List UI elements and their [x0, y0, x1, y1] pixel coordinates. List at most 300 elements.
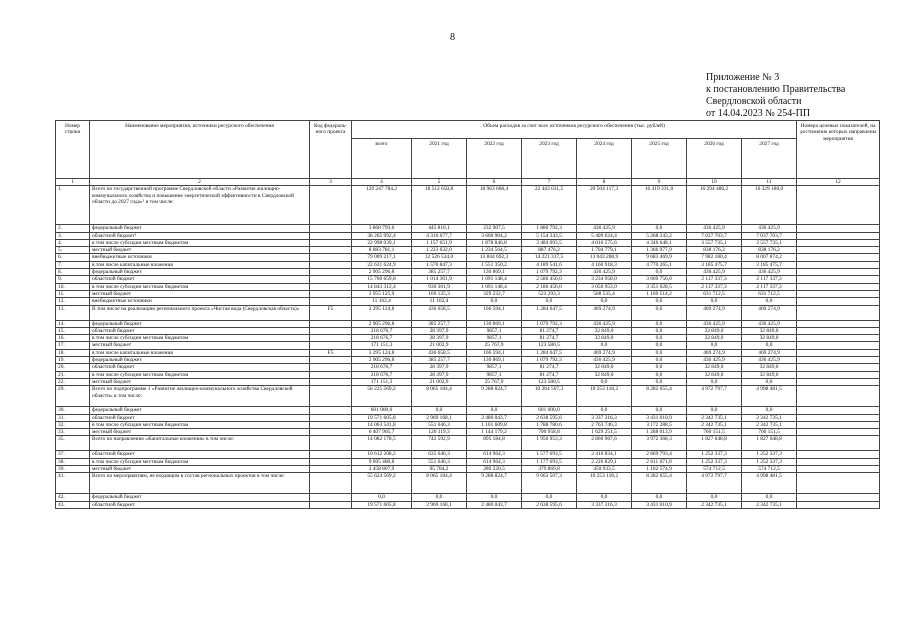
- table-row: [56, 349, 880, 356]
- value-2021: 95 784,2: [412, 466, 467, 473]
- table-row: [56, 261, 880, 268]
- value-2022: 614 964,3: [467, 458, 522, 465]
- row-name: федеральный бюджет: [90, 357, 310, 364]
- value-2024: 2 226 829,1: [577, 458, 632, 465]
- row-targets: [797, 327, 880, 334]
- value-2022: 232 907,5: [467, 225, 522, 232]
- row-number: 37.: [56, 451, 90, 458]
- value-2025: 3 351 028,5: [632, 283, 687, 290]
- table-row: [56, 225, 880, 232]
- column-number: 10: [687, 179, 742, 186]
- value-2026: 1 252 337,3: [687, 451, 742, 458]
- value-2024: 450 933,5: [577, 466, 632, 473]
- row-targets: [797, 407, 880, 414]
- appendix-line-1: Приложение № 3: [706, 72, 780, 83]
- row-fed-code: [310, 414, 352, 421]
- table-row: [56, 436, 880, 451]
- value-2023: 81 274,7: [522, 364, 577, 371]
- value-2026: 7 982 180,4: [687, 254, 742, 261]
- row-number: 6.: [56, 254, 90, 261]
- table-row: [56, 357, 880, 364]
- row-targets: [797, 378, 880, 385]
- row-fed-code: [310, 429, 352, 436]
- row-targets: [797, 371, 880, 378]
- row-number: 29.: [56, 386, 90, 407]
- value-2021: 2 969 168,1: [412, 414, 467, 421]
- row-fed-code: [310, 386, 352, 407]
- value-2023: 81 274,7: [522, 371, 577, 378]
- row-number: 9.: [56, 276, 90, 283]
- value-2022: 166 594,1: [467, 305, 522, 320]
- value-2026: 2 342 735,1: [687, 421, 742, 428]
- value-2027: 469 274,9: [742, 349, 797, 356]
- value-2021: 436 658,5: [412, 349, 467, 356]
- column-number: 4: [352, 179, 412, 186]
- row-number: 31.: [56, 414, 90, 421]
- header-2021: 2021 год: [412, 139, 467, 179]
- appendix-line-4: от 14.04.2023 № 254-ПП: [706, 108, 811, 119]
- value-2026: 436 425,9: [687, 320, 742, 327]
- row-name: внебюджетные источники: [90, 254, 310, 261]
- column-number: 2: [90, 179, 310, 186]
- row-number: 22.: [56, 378, 90, 385]
- header-fed-code: Код федераль-ного проекта: [310, 121, 352, 179]
- value-2024: 436 425,9: [577, 269, 632, 276]
- row-name: местный бюджет: [90, 247, 310, 254]
- value-2023: 1 788 780,6: [522, 421, 577, 428]
- value-total: 11 162,4: [352, 298, 412, 305]
- header-2027: 2027 год: [742, 139, 797, 179]
- row-name: местный бюджет: [90, 466, 310, 473]
- value-2022: 166 594,1: [467, 349, 522, 356]
- value-2021: 385 257,7: [412, 320, 467, 327]
- value-2022: 9857,1: [467, 335, 522, 342]
- value-2023: 2 638 595,6: [522, 414, 577, 421]
- row-targets: [797, 335, 880, 342]
- row-name: в том числе капитальные вложения: [90, 261, 310, 268]
- row-number: 12.: [56, 298, 90, 305]
- value-2023: 10 264 507,3: [522, 386, 577, 407]
- value-2027: 0,0: [742, 494, 797, 501]
- table-row: [56, 342, 880, 349]
- value-2026: 2 117 337,3: [687, 283, 742, 290]
- row-targets: [797, 239, 880, 246]
- row-fed-code: [310, 407, 352, 414]
- value-total: 3 295 124,8: [352, 349, 412, 356]
- row-targets: [797, 298, 880, 305]
- row-targets: [797, 357, 880, 364]
- row-name: в том числе субсидии местным бюджетам: [90, 335, 310, 342]
- row-fed-code: [310, 421, 352, 428]
- value-2025: 3 972 368,3: [632, 436, 687, 451]
- row-name: местный бюджет: [90, 290, 310, 297]
- value-2025: 0,0: [632, 305, 687, 320]
- value-2026: 436 425,9: [687, 269, 742, 276]
- row-targets: [797, 247, 880, 254]
- row-number: 8.: [56, 269, 90, 276]
- value-2026: 1 827 048,8: [687, 436, 742, 451]
- value-2022: 25 767,9: [467, 342, 522, 349]
- value-2027: 3 185 475,7: [742, 261, 797, 268]
- value-2022: 895 184,8: [467, 436, 522, 451]
- value-2022: 1 091 148,4: [467, 283, 522, 290]
- value-2023: 123 580,5: [522, 342, 577, 349]
- value-2021: 169 125,3: [412, 290, 467, 297]
- row-fed-code: F5: [310, 305, 352, 320]
- value-2021: 28 397,9: [412, 335, 467, 342]
- value-2021: 21 002,9: [412, 342, 467, 349]
- value-2024: 20 504 117,3: [577, 186, 632, 225]
- value-2026: 2 342 735,1: [687, 501, 742, 508]
- column-number: 12: [797, 179, 880, 186]
- header-2022: 2022 год: [467, 139, 522, 179]
- row-name: в том числе капитальные вложения: [90, 349, 310, 356]
- value-2027: 2 342 735,1: [742, 414, 797, 421]
- table-row: [56, 429, 880, 436]
- value-2025: 1 288 013,9: [632, 429, 687, 436]
- row-fed-code: [310, 269, 352, 276]
- value-2022: 9857,1: [467, 327, 522, 334]
- row-number: 32.: [56, 421, 90, 428]
- value-2025: 0,0: [632, 269, 687, 276]
- value-2023: 14 221 317,5: [522, 254, 577, 261]
- value-2025: 0,0: [632, 364, 687, 371]
- value-total: 601 000,0: [352, 407, 412, 414]
- row-targets: [797, 451, 880, 458]
- row-fed-code: [310, 327, 352, 334]
- row-targets: [797, 261, 880, 268]
- column-number: 1: [56, 179, 90, 186]
- value-2021: 12 526 534,0: [412, 254, 467, 261]
- value-2025: 3 172 288,5: [632, 421, 687, 428]
- value-total: 3 868 793,6: [352, 225, 412, 232]
- value-2027: 1 252 337,3: [742, 451, 797, 458]
- table-row: [56, 421, 880, 428]
- row-name: местный бюджет: [90, 378, 310, 385]
- value-total: 38 265 992,4: [352, 232, 412, 239]
- value-2021: 1 570 847,3: [412, 261, 467, 268]
- value-2027: 7 037 703,7: [742, 232, 797, 239]
- value-2027: 16 329 180,0: [742, 186, 797, 225]
- value-2023: 5 154 343,5: [522, 232, 577, 239]
- value-total: 2 905 296,8: [352, 269, 412, 276]
- value-2024: 469 274,9: [577, 305, 632, 320]
- value-2022: 9857,1: [467, 364, 522, 371]
- row-fed-code: [310, 261, 352, 268]
- value-2027: 0,0: [742, 298, 797, 305]
- value-2023: 1 880 792,3: [522, 225, 577, 232]
- row-number: 42.: [56, 494, 90, 501]
- row-number: 14.: [56, 320, 90, 327]
- row-fed-code: [310, 239, 352, 246]
- value-2021: 126 119,3: [412, 429, 467, 436]
- value-2025: 0,0: [632, 357, 687, 364]
- row-name: областной бюджет: [90, 276, 310, 283]
- value-total: 3 955 125,9: [352, 290, 412, 297]
- value-2022: 130 869,1: [467, 357, 522, 364]
- value-2022: 0,0: [467, 494, 522, 501]
- value-2022: 0,0: [467, 407, 522, 414]
- value-2022: 9 288 824,7: [467, 473, 522, 494]
- value-2025: 2 611 071,0: [632, 458, 687, 465]
- value-2025: 0,0: [632, 298, 687, 305]
- value-2022: 1 091 148,4: [467, 276, 522, 283]
- value-2025: 0,0: [632, 225, 687, 232]
- header-volume: Объем расходов за счет всех источников ресурсного обеспечения (тыс. рублей): [352, 121, 797, 139]
- row-fed-code: [310, 494, 352, 501]
- row-name: внебюджетные источники: [90, 298, 310, 305]
- value-2022: 13 844 692,3: [467, 254, 522, 261]
- table-row: [56, 378, 880, 385]
- row-targets: [797, 386, 880, 407]
- row-name: в том числе субсидии местным бюджетам: [90, 371, 310, 378]
- value-2025: 0,0: [632, 327, 687, 334]
- value-2026: 0,0: [687, 378, 742, 385]
- value-2026: 574 712,5: [687, 466, 742, 473]
- value-2023: 700 958,8: [522, 429, 577, 436]
- table-row: [56, 269, 880, 276]
- value-2023: 4 189 541,6: [522, 261, 577, 268]
- value-2026: 436 425,9: [687, 225, 742, 232]
- value-2027: 32 849,0: [742, 371, 797, 378]
- value-total: 10 612 208,2: [352, 451, 412, 458]
- value-2027: 574 712,5: [742, 466, 797, 473]
- row-fed-code: [310, 232, 352, 239]
- value-2022: 9857,1: [467, 371, 522, 378]
- value-2026: 16 294 486,2: [687, 186, 742, 225]
- value-2027: 2 117 337,3: [742, 283, 797, 290]
- row-number: 35.: [56, 436, 90, 451]
- table-row: [56, 494, 880, 501]
- value-2023: 1 079 792,3: [522, 357, 577, 364]
- value-2026: 469 274,9: [687, 305, 742, 320]
- header-2025: 2025 год: [632, 139, 687, 179]
- value-total: 19 571 605,8: [352, 414, 412, 421]
- value-total: 3 458 807,9: [352, 466, 412, 473]
- value-2025: 1 366 977,9: [632, 247, 687, 254]
- value-2021: 4 316 677,7: [412, 232, 467, 239]
- value-2024: 1 629 251,5: [577, 429, 632, 436]
- header-targets: Номера целевых показателей, на достижение которых направлены мероприятия: [797, 121, 880, 179]
- value-2022: 329 232,7: [467, 290, 522, 297]
- value-2023: 1 079 792,3: [522, 269, 577, 276]
- row-number: 17.: [56, 342, 90, 349]
- value-2025: 9 683 469,9: [632, 254, 687, 261]
- row-fed-code: [310, 186, 352, 225]
- value-2023: 0,0: [522, 494, 577, 501]
- value-2025: 3 609 756,0: [632, 276, 687, 283]
- value-2023: 1 284 647,5: [522, 305, 577, 320]
- table-row: [56, 451, 880, 458]
- value-2021: 18 512 650,8: [412, 186, 467, 225]
- value-2021: 0,0: [412, 407, 467, 414]
- value-total: 14 063 541,8: [352, 421, 412, 428]
- value-2026: 32 849,0: [687, 327, 742, 334]
- value-total: 218 676,7: [352, 371, 412, 378]
- table-row: [56, 186, 880, 225]
- value-2023: 601 000,0: [522, 407, 577, 414]
- value-2026: 760 151,5: [687, 429, 742, 436]
- row-number: 43.: [56, 501, 90, 508]
- value-2023: 887 476,2: [522, 247, 577, 254]
- row-targets: [797, 473, 880, 494]
- row-number: 10.: [56, 283, 90, 290]
- table-row: [56, 247, 880, 254]
- value-2025: 0,0: [632, 335, 687, 342]
- row-number: 11.: [56, 290, 90, 297]
- value-2026: 4 972 797,7: [687, 386, 742, 407]
- value-2022: 1 878 846,8: [467, 239, 522, 246]
- column-number: 6: [467, 179, 522, 186]
- row-name: Всего по подпрограмме 1 «Развитие жилищно-коммунального хозяйства Свердловской области» в том числе:: [90, 386, 310, 407]
- value-2027: 436 425,9: [742, 225, 797, 232]
- value-2025: 2 869 793,4: [632, 451, 687, 458]
- value-total: 22 631 624,9: [352, 261, 412, 268]
- row-name: Всего по мероприятиям, не входящим в состав региональных проектов в том числе:: [90, 473, 310, 494]
- row-number: 3.: [56, 232, 90, 239]
- value-2022: 3 660 904,2: [467, 232, 522, 239]
- value-2021: 551 646,3: [412, 421, 467, 428]
- value-2027: 32 849,0: [742, 327, 797, 334]
- value-total: 2 905 296,8: [352, 320, 412, 327]
- value-2021: 742 592,9: [412, 436, 467, 451]
- value-2026: 469 274,9: [687, 349, 742, 356]
- value-2026: 1 252 337,3: [687, 458, 742, 465]
- row-targets: [797, 283, 880, 290]
- row-name: федеральный бюджет: [90, 494, 310, 501]
- value-2026: 2 117 337,3: [687, 276, 742, 283]
- value-2024: 32 849,0: [577, 327, 632, 334]
- value-total: 3 295 124,8: [352, 305, 412, 320]
- value-2023: 1 577 693,5: [522, 451, 577, 458]
- row-targets: [797, 225, 880, 232]
- value-2026: 631 712,5: [687, 290, 742, 297]
- row-name: федеральный бюджет: [90, 407, 310, 414]
- value-2027: 4 998 481,5: [742, 473, 797, 494]
- value-total: 8 083 781,1: [352, 247, 412, 254]
- value-2027: 2 342 735,1: [742, 421, 797, 428]
- row-name: в том числе субсидии местным бюджетам: [90, 239, 310, 246]
- table-row: [56, 239, 880, 246]
- table-row: [56, 473, 880, 494]
- value-2026: 436 425,9: [687, 357, 742, 364]
- value-2022: 9 288 824,7: [467, 386, 522, 407]
- value-2025: 0,0: [632, 378, 687, 385]
- row-number: 1.: [56, 186, 90, 225]
- row-targets: [797, 276, 880, 283]
- value-2025: 3 431 010,9: [632, 501, 687, 508]
- value-2024: 0,0: [577, 407, 632, 414]
- row-name: областной бюджет: [90, 364, 310, 371]
- value-2025: 0,0: [632, 371, 687, 378]
- value-2024: 0,0: [577, 378, 632, 385]
- column-numbers-row: [56, 179, 880, 186]
- value-total: 218 676,7: [352, 327, 412, 334]
- value-2027: 469 274,9: [742, 305, 797, 320]
- value-2022: 280 220,5: [467, 466, 522, 473]
- value-2026: 0,0: [687, 298, 742, 305]
- table-row: [56, 283, 880, 290]
- value-total: 218 676,7: [352, 364, 412, 371]
- value-2021: 1 223 632,0: [412, 247, 467, 254]
- row-name: в том числе субсидии местным бюджетам: [90, 421, 310, 428]
- value-total: 19 571 605,8: [352, 501, 412, 508]
- row-fed-code: [310, 298, 352, 305]
- row-number: 41.: [56, 473, 90, 494]
- table-row: [56, 501, 880, 508]
- value-2026: 3 185 475,7: [687, 261, 742, 268]
- row-fed-code: [310, 364, 352, 371]
- value-total: 22 998 039,1: [352, 239, 412, 246]
- value-2021: 28 397,9: [412, 364, 467, 371]
- row-targets: [797, 254, 880, 261]
- row-number: 20.: [56, 364, 90, 371]
- table-row: [56, 327, 880, 334]
- value-2024: 3 337 316,3: [577, 501, 632, 508]
- value-2027: 436 425,9: [742, 269, 797, 276]
- value-2024: 1 704 779,1: [577, 247, 632, 254]
- value-2024: 436 425,9: [577, 357, 632, 364]
- value-2024: 0,0: [577, 298, 632, 305]
- table-row: [56, 320, 880, 327]
- value-2026: 7 037 703,7: [687, 232, 742, 239]
- value-2026: 3 557 735,1: [687, 239, 742, 246]
- value-2025: 1 160 514,2: [632, 290, 687, 297]
- table-row: [56, 458, 880, 465]
- value-2024: 10 253 118,2: [577, 473, 632, 494]
- row-targets: [797, 269, 880, 276]
- value-2024: 4 160 918,3: [577, 261, 632, 268]
- value-2024: 2 410 834,1: [577, 451, 632, 458]
- value-total: 14 843 312,4: [352, 283, 412, 290]
- value-2024: 0,0: [577, 342, 632, 349]
- row-name: в том числе субсидии местным бюджетам: [90, 283, 310, 290]
- row-name: Всего по направлению «Капитальные вложения» в том числе:: [90, 436, 310, 451]
- row-number: 30.: [56, 407, 90, 414]
- row-name: областной бюджет: [90, 501, 310, 508]
- value-2023: 2 586 456,0: [522, 276, 577, 283]
- value-2027: 436 425,9: [742, 320, 797, 327]
- header-2023: 2023 год: [522, 139, 577, 179]
- value-2021: 2 969 168,1: [412, 501, 467, 508]
- value-2024: 13 043 288,9: [577, 254, 632, 261]
- row-fed-code: [310, 371, 352, 378]
- value-2025: 8 282 655,4: [632, 473, 687, 494]
- row-targets: [797, 414, 880, 421]
- value-2025: 0,0: [632, 320, 687, 327]
- value-total: 9 695 480,8: [352, 458, 412, 465]
- header-2026: 2026 год: [687, 139, 742, 179]
- value-total: 14 082 178,5: [352, 436, 412, 451]
- appendix-header: [706, 72, 845, 120]
- row-fed-code: [310, 458, 352, 465]
- value-2021: 1 014 301,9: [412, 276, 467, 283]
- value-2025: 0,0: [632, 349, 687, 356]
- value-2026: 32 849,0: [687, 371, 742, 378]
- page-number: 8: [450, 32, 455, 43]
- row-name: областной бюджет¹: [90, 232, 310, 239]
- row-targets: [797, 421, 880, 428]
- row-name: федеральный бюджет: [90, 225, 310, 232]
- value-2021: 8 065 184,4: [412, 473, 467, 494]
- value-2021: 28 397,9: [412, 327, 467, 334]
- value-2025: 1 102 574,9: [632, 466, 687, 473]
- row-number: 13.: [56, 305, 90, 320]
- column-number: 9: [632, 179, 687, 186]
- value-2024: 508 535,4: [577, 290, 632, 297]
- table-row: [56, 298, 880, 305]
- value-2027: 8 007 874,2: [742, 254, 797, 261]
